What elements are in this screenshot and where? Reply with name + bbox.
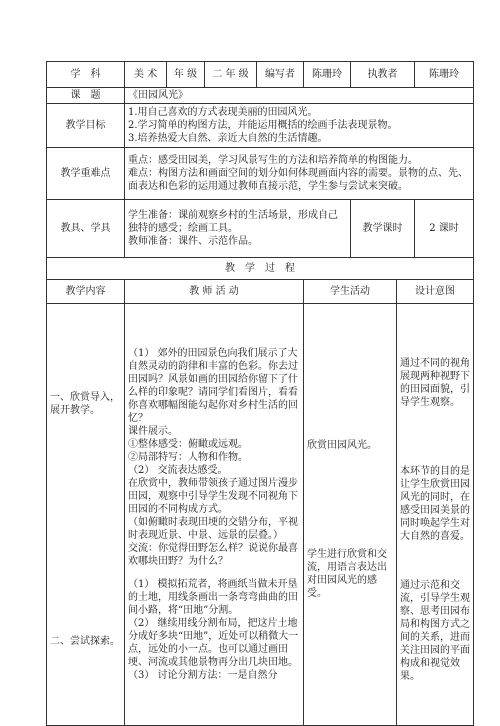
editor-value: 陈珊玲 [304,62,351,88]
teacher-line: 交流：你觉得田野怎么样？说说你最喜欢哪块田野？为什么？ [128,543,298,567]
teacher-value: 陈珊玲 [415,62,474,88]
topic-value: 《田园风光》 [125,88,474,104]
content-item-1: 一、欣赏导入，展开教学。 [50,392,120,416]
subject-value: 美 术 [125,62,167,88]
teacher-line: （如俯瞰时表现田埂的交错分布，平视时表现近景、中景、远景的层叠。） [128,517,298,541]
process-body-row [47,304,474,726]
header-row [47,62,474,88]
content-cell [47,304,125,726]
keypoints-row [47,148,474,200]
design-line: 本环节的目的是让学生欣赏田园风光的同时，在感受田园美景的同时唤起学生对大自然的喜爱。 [400,465,470,542]
prep-label: 教具、学具 [47,200,125,258]
lesson-plan-table [46,61,474,726]
goals-label: 教学目标 [47,104,125,148]
grade-value: 二 年 级 [205,62,257,88]
col-design: 设计意图 [397,280,474,304]
editor-label: 编写者 [257,62,304,88]
col-content: 教学内容 [47,280,125,304]
teacher-line: （3） 讨论分割方法：一是自然分 [128,670,278,681]
teacher-activity-cell [125,304,304,726]
col-teacher: 教 师 活 动 [125,280,304,304]
goals-row [47,104,474,148]
teacher-line: ②局部特写：人物和作物。 [128,452,248,463]
teacher-line: 在欣赏中，教师带领孩子通过图片漫步田园，观察中引导学生发现不同视角下田园的不同构成方式。 [128,478,298,515]
topic-row [47,88,474,104]
prep-row [47,200,474,258]
student-activity-cell [304,304,397,726]
design-intent-cell [397,304,474,726]
teacher-line: （2） 继续用线分割布局，把这片土地分成好多块“田地”，近处可以稍微大一点，远处的小一点。也可以通过画田埂、河流或其他景物再分出几块田地。 [128,618,299,668]
process-title-row [47,258,474,280]
teacher-label: 执教者 [351,62,415,88]
col-student: 学生活动 [304,280,397,304]
teacher-line: （2） 交流表达感受。 [128,465,228,476]
design-line: 通过示范和交流，引导学生观察、思考田园布局和构图方式之间的关系，进而关注田园的平面构成和视觉效果。 [400,579,470,682]
teacher-line: （1） 模拟拓荒者，将画纸当做未开垦的土地，用线条画出一条弯弯曲曲的田间小路，将“田地”分割。 [128,579,298,616]
goal-line: 2.学习简单的构图方法，并能运用概括的绘画手法表现景物。 [128,120,398,131]
goal-line: 3.培养热爱大自然、亲近大自然的生活情趣。 [128,133,328,144]
keypoint-line: 难点：构图方法和画面空间的划分如何体现画面内容的需要。景物的点、先、面表达和色彩的运用通过教师直接示范，学生参与尝试来突破。 [128,168,468,192]
prep-content [125,200,351,258]
hours-label: 教学课时 [351,200,415,258]
keypoint-line: 重点：感受田园美，学习风景写生的方法和培养简单的构图能力。 [128,155,418,166]
keypoints-content [125,148,474,200]
goals-content [125,104,474,148]
teacher-line: 课件展示。 [128,426,178,437]
content-item-2: 二、尝试探索。 [50,636,120,647]
topic-label: 课 题 [47,88,125,104]
process-header-row [47,280,474,304]
grade-label: 年 级 [167,62,205,88]
goal-line: 1.用自己喜欢的方式表现美丽的田园风光。 [128,107,318,118]
teacher-line: ①整体感受：俯瞰或远观。 [128,439,248,450]
process-title: 教 学 过 程 [47,258,474,280]
design-line: 通过不同的视角展现两种视野下的田园面貌，引导学生观察。 [400,357,470,408]
hours-value: 2 课时 [415,200,474,258]
prep-line: 学生准备：课前观察乡村的生活场景，形成自己独特的感受；绘画工具。 [128,210,338,234]
student-line: 欣赏田园风光。 [307,440,377,451]
keypoints-label: 教学重难点 [47,148,125,200]
subject-label: 学 科 [47,62,125,88]
student-line: 学生进行欣赏和交流，用语言表达出对田园风光的感受。 [307,549,387,599]
prep-line: 教师准备：课件、示范作品。 [128,236,258,247]
teacher-line: （1） 郊外的田园景色向我们展示了大自然灵动的韵律和丰富的色彩。你去过田园吗？风景如画的田园给你留下了什么样的印象呢？请同学们看图片，看看你喜欢哪幅图能勾起你对乡村生活的回忆？ [128,348,298,424]
